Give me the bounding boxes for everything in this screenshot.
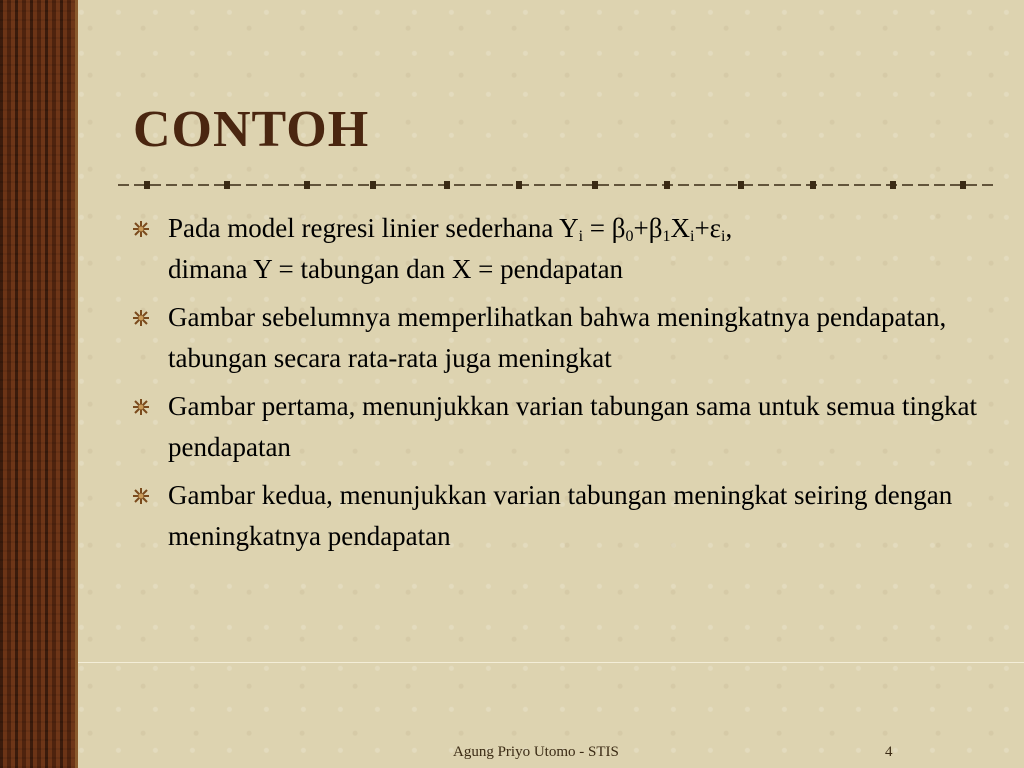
bullet-text: Gambar sebelumnya memperlihatkan bahwa meningkatnya pendapatan, tabungan secara rata-rata juga meningkat: [168, 302, 947, 373]
bullet-text: Pada model regresi linier sederhana $Y_i = \beta_0+\beta_1X_i+\varepsilon_i$, dimana Y = tabungan dan X = pendapatan: [168, 213, 733, 284]
page-number: 4: [885, 744, 893, 760]
bullet-list: [128, 208, 998, 564]
bullet-text: Gambar kedua, menunjukkan varian tabungan meningkat seiring dengan meningkatnya pendapatan: [168, 480, 953, 551]
star-burst-icon: [132, 220, 150, 238]
bullet-item: [128, 208, 998, 290]
footer-divider: [78, 662, 1024, 663]
star-burst-icon: [132, 398, 150, 416]
bullet-item: [128, 386, 998, 468]
bullet-text: Gambar pertama, menunjukkan varian tabungan sama untuk semua tingkat pendapatan: [168, 391, 977, 462]
dashed-divider-icon: [118, 178, 994, 192]
bullet-item: [128, 475, 998, 557]
slide-title: CONTOH: [133, 101, 370, 158]
star-burst-icon: [132, 309, 150, 327]
star-burst-icon: [132, 487, 150, 505]
decorative-wood-stripe: [0, 0, 78, 768]
bullet-item: [128, 297, 998, 379]
footer-author: Agung Priyo Utomo - STIS: [453, 744, 619, 760]
